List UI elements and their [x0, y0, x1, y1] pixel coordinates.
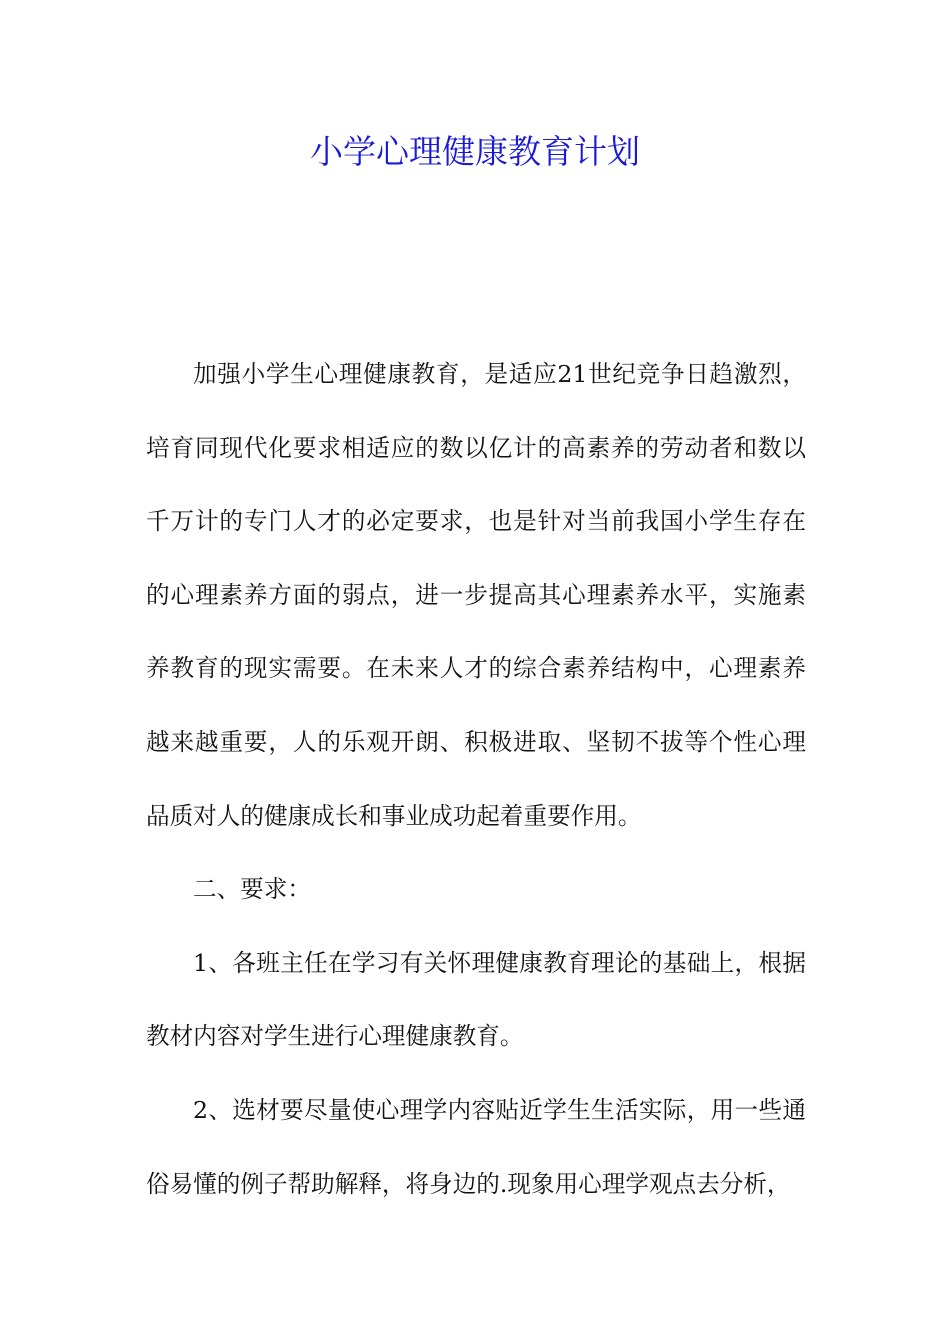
section-heading-requirements: 二、要求： — [193, 875, 311, 904]
paragraph-requirement-1: 1、各班主任在学习有关怀理健康教育理论的基础上，根据教材内容对学生进行心理健康教育。 — [146, 948, 806, 1051]
paragraph-intro: 加强小学生心理健康教育，是适应21世纪竞争日趋激烈，培育同现代化要求相适应的数以亿计的高素养的劳动者和数以千万计的专门人才的必定要求，也是针对当前我国小学生存在的心理素养方面的弱点，进一步提高其心理素养水平，实施素养教育的现实需要。在未来人才的综合素养结构中，心理素养越来越重要，人的乐观开朗、积极进取、坚韧不拔等个性心理品质对人的健康成长和事业成功起着重要作用。 — [146, 360, 806, 830]
paragraph-requirement-2: 2、选材要尽量使心理学内容贴近学生生活实际，用一些通俗易懂的例子帮助解释，将身边的.现象用心理学观点去分析， — [146, 1095, 806, 1198]
document-body — [146, 338, 806, 1221]
document-title: 小学心理健康教育计划 — [310, 132, 640, 171]
